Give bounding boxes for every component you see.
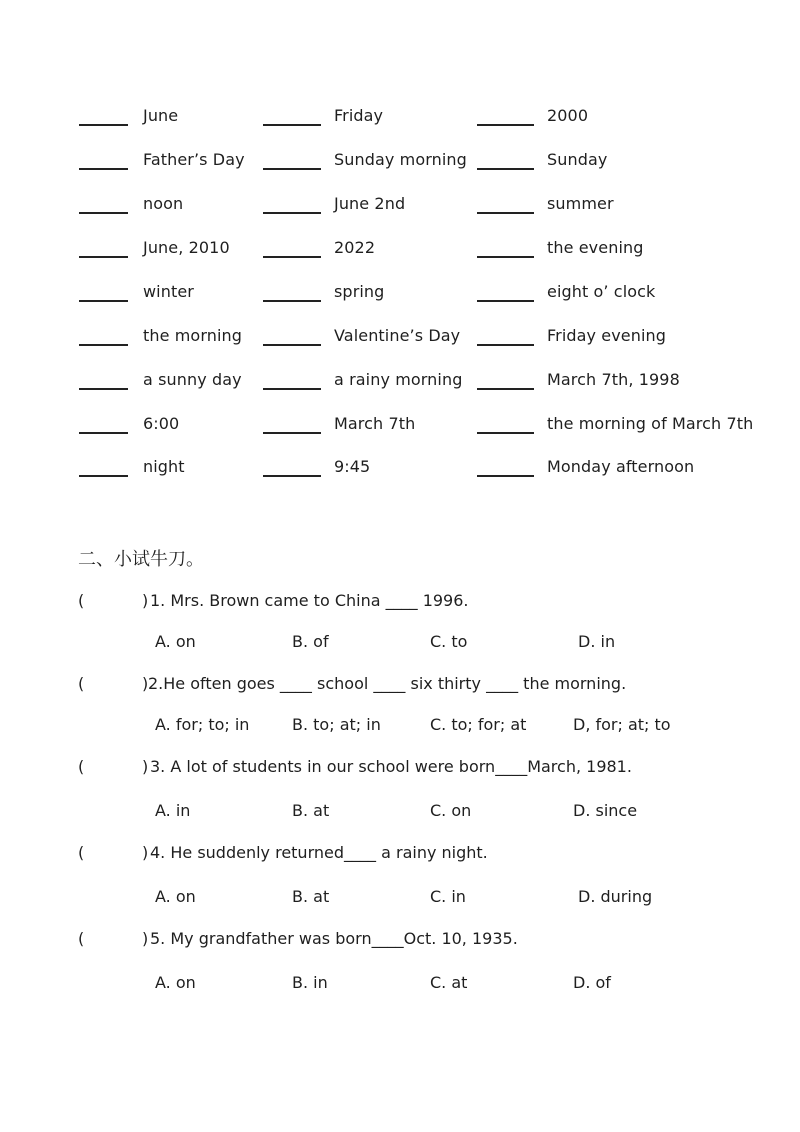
answer-paren-close[interactable]: )	[142, 929, 149, 948]
question-text: 3. A lot of students in our school were born____March, 1981.	[150, 757, 632, 776]
answer-paren-open[interactable]: (	[78, 591, 85, 610]
question-5	[78, 929, 758, 949]
answer-blank[interactable]	[263, 432, 321, 434]
answer-paren-close[interactable]: )	[142, 674, 149, 693]
time-phrase: Sunday	[547, 150, 608, 169]
time-phrase: winter	[143, 282, 194, 301]
time-phrase: Father’s Day	[143, 150, 245, 169]
option-a: A. on	[155, 887, 196, 906]
question-text: 2.He often goes ____ school ____ six thirty ____ the morning.	[148, 674, 627, 693]
answer-blank[interactable]	[477, 168, 534, 170]
time-phrase: a sunny day	[143, 370, 242, 389]
answer-blank[interactable]	[477, 256, 534, 258]
answer-blank[interactable]	[477, 344, 534, 346]
option-a: A. on	[155, 973, 196, 992]
time-phrase: March 7th, 1998	[547, 370, 680, 389]
question-text: 1. Mrs. Brown came to China ____ 1996.	[150, 591, 469, 610]
option-a: A. on	[155, 632, 196, 651]
option-c: C. on	[430, 801, 472, 820]
answer-blank[interactable]	[477, 300, 534, 302]
answer-paren-close[interactable]: )	[142, 843, 149, 862]
time-phrase: spring	[334, 282, 385, 301]
time-phrase: 2022	[334, 238, 376, 257]
answer-blank[interactable]	[477, 432, 534, 434]
question-text: 5. My grandfather was born____Oct. 10, 1935.	[150, 929, 518, 948]
answer-blank[interactable]	[263, 475, 321, 477]
option-c: C. to	[430, 632, 468, 651]
answer-blank[interactable]	[477, 212, 534, 214]
time-phrase: 9:45	[334, 457, 371, 476]
time-phrase: a rainy morning	[334, 370, 463, 389]
time-phrase: March 7th	[334, 414, 416, 433]
answer-paren-open[interactable]: (	[78, 757, 85, 776]
option-d: D. since	[573, 801, 638, 820]
option-d: D. in	[578, 632, 616, 651]
question-4	[78, 843, 758, 863]
time-phrase: the evening	[547, 238, 644, 257]
question-3	[78, 757, 758, 777]
answer-blank[interactable]	[263, 344, 321, 346]
answer-blank[interactable]	[477, 475, 534, 477]
option-c: C. in	[430, 887, 466, 906]
answer-paren-close[interactable]: )	[142, 591, 149, 610]
time-phrase: Friday	[334, 106, 384, 125]
time-phrase: noon	[143, 194, 184, 213]
answer-blank[interactable]	[79, 432, 128, 434]
time-phrase: June	[143, 106, 179, 125]
time-phrase: the morning	[143, 326, 242, 345]
answer-blank[interactable]	[477, 388, 534, 390]
time-phrase: summer	[547, 194, 614, 213]
time-phrase: the morning of March 7th	[547, 414, 754, 433]
question-1	[78, 591, 758, 611]
section-title: 二、小试牛刀。	[78, 549, 204, 570]
answer-blank[interactable]	[79, 300, 128, 302]
time-phrase: Friday evening	[547, 326, 667, 345]
answer-blank[interactable]	[79, 256, 128, 258]
option-b: B. at	[292, 801, 330, 820]
answer-blank[interactable]	[263, 212, 321, 214]
option-b: B. to; at; in	[292, 715, 381, 734]
time-phrase: eight o’ clock	[547, 282, 656, 301]
answer-blank[interactable]	[79, 388, 128, 390]
time-phrase: Monday afternoon	[547, 457, 695, 476]
answer-blank[interactable]	[263, 256, 321, 258]
question-2	[78, 674, 758, 694]
time-phrase: 6:00	[143, 414, 180, 433]
option-b: B. in	[292, 973, 328, 992]
answer-blank[interactable]	[263, 388, 321, 390]
answer-paren-open[interactable]: (	[78, 843, 85, 862]
time-phrase: 2000	[547, 106, 589, 125]
time-phrase: June 2nd	[334, 194, 406, 213]
answer-blank[interactable]	[263, 168, 321, 170]
question-text: 4. He suddenly returned____ a rainy night.	[150, 843, 488, 862]
answer-blank[interactable]	[263, 300, 321, 302]
option-c: C. at	[430, 973, 468, 992]
answer-paren-open[interactable]: (	[78, 929, 85, 948]
option-a: A. in	[155, 801, 191, 820]
answer-paren-close[interactable]: )	[142, 757, 149, 776]
answer-blank[interactable]	[79, 212, 128, 214]
time-phrase: June, 2010	[143, 238, 230, 257]
time-phrase: night	[143, 457, 185, 476]
answer-paren-open[interactable]: (	[78, 674, 85, 693]
answer-blank[interactable]	[79, 344, 128, 346]
answer-blank[interactable]	[263, 124, 321, 126]
answer-blank[interactable]	[79, 124, 128, 126]
answer-blank[interactable]	[79, 475, 128, 477]
option-b: B. of	[292, 632, 329, 651]
time-phrase: Sunday morning	[334, 150, 467, 169]
option-d: D. of	[573, 973, 611, 992]
option-d: D. during	[578, 887, 653, 906]
option-a: A. for; to; in	[155, 715, 250, 734]
answer-blank[interactable]	[477, 124, 534, 126]
option-b: B. at	[292, 887, 330, 906]
option-d: D, for; at; to	[573, 715, 671, 734]
option-c: C. to; for; at	[430, 715, 527, 734]
answer-blank[interactable]	[79, 168, 128, 170]
time-phrase: Valentine’s Day	[334, 326, 461, 345]
